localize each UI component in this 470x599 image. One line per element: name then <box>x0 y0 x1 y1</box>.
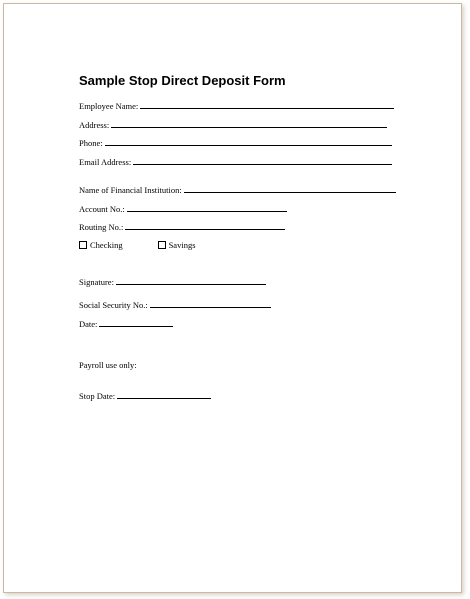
stop-date-label: Stop Date: <box>79 391 116 401</box>
ssn-label: Social Security No.: <box>79 300 148 310</box>
checking-label: Checking <box>90 240 123 250</box>
address-field[interactable] <box>111 119 387 128</box>
savings-option[interactable] <box>158 240 196 250</box>
ssn-field[interactable] <box>150 299 271 308</box>
phone-field[interactable] <box>105 137 392 146</box>
employee-name-row <box>79 100 394 111</box>
routing-row <box>79 221 285 232</box>
payroll-row <box>79 360 137 370</box>
address-label: Address: <box>79 120 110 130</box>
email-row <box>79 156 392 167</box>
signature-field[interactable] <box>116 276 266 285</box>
email-label: Email Address: <box>79 157 132 167</box>
account-row <box>79 203 287 214</box>
employee-name-label: Employee Name: <box>79 101 139 111</box>
account-type-row <box>79 240 196 250</box>
financial-institution-field[interactable] <box>184 184 396 193</box>
email-field[interactable] <box>133 156 392 165</box>
payroll-label: Payroll use only: <box>79 360 137 370</box>
account-field[interactable] <box>127 203 287 212</box>
phone-row <box>79 137 392 148</box>
account-label: Account No.: <box>79 204 125 214</box>
employee-name-field[interactable] <box>140 100 394 109</box>
date-row <box>79 318 173 329</box>
checking-option[interactable] <box>79 240 123 250</box>
stop-date-row <box>79 390 211 401</box>
form-page <box>3 3 462 593</box>
ssn-row <box>79 299 271 310</box>
date-label: Date: <box>79 319 98 329</box>
routing-field[interactable] <box>125 221 285 230</box>
signature-row <box>79 276 266 287</box>
date-field[interactable] <box>99 318 173 327</box>
financial-institution-row <box>79 184 396 195</box>
savings-label: Savings <box>168 240 196 250</box>
signature-label: Signature: <box>79 277 114 287</box>
routing-label: Routing No.: <box>79 222 124 232</box>
phone-label: Phone: <box>79 138 103 148</box>
financial-institution-label: Name of Financial Institution: <box>79 185 182 195</box>
checking-checkbox[interactable] <box>79 241 87 249</box>
stop-date-field[interactable] <box>117 390 211 399</box>
savings-checkbox[interactable] <box>158 241 166 249</box>
form-title: Sample Stop Direct Deposit Form <box>79 73 286 88</box>
address-row <box>79 119 387 130</box>
